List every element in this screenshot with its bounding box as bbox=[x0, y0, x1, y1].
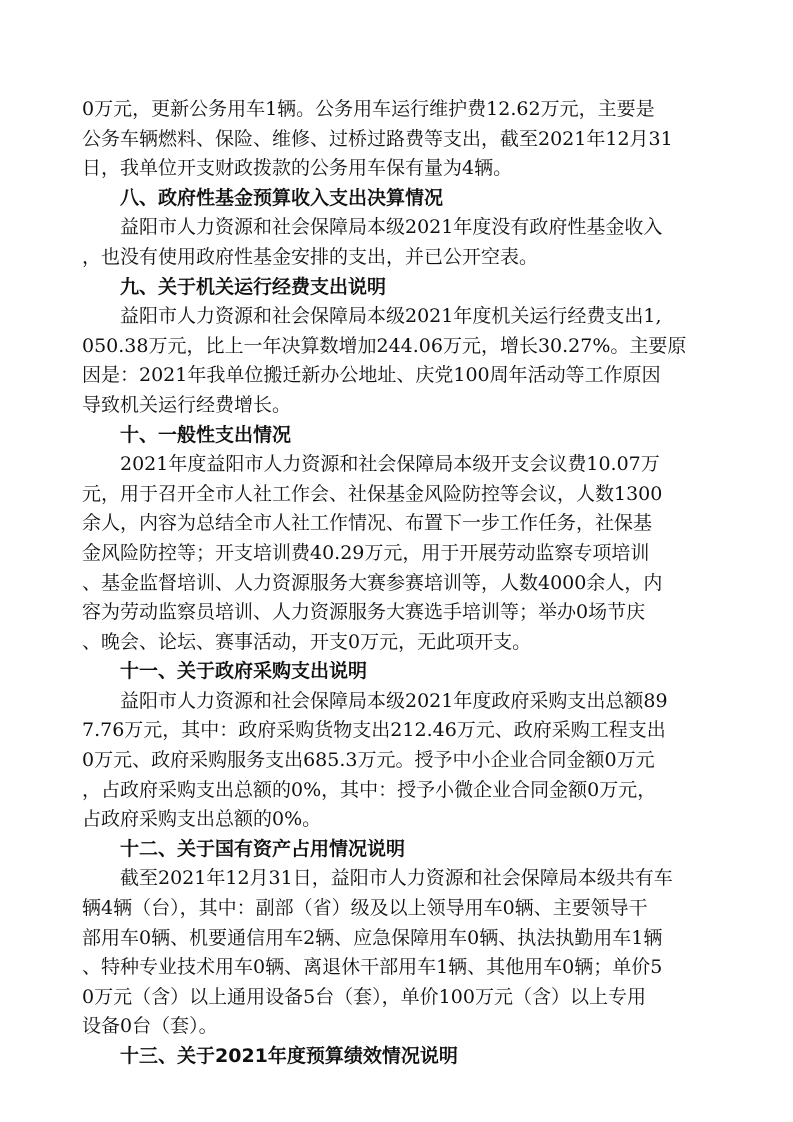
text-line: 因是：2021年我单位搬迁新办公地址、庆党100周年活动等工作原因 bbox=[82, 364, 661, 387]
section-heading: 八、政府性基金预算收入支出决算情况 bbox=[120, 186, 444, 209]
text-line: 设备0台（套）。 bbox=[82, 1015, 218, 1038]
section-heading: 十三、关于2021年度预算绩效情况说明 bbox=[120, 1045, 458, 1067]
text-line: ，也没有使用政府性基金安排的支出，并已公开空表。 bbox=[82, 245, 539, 268]
text-line: 容为劳动监察员培训、人力资源服务大赛选手培训等；举办0场节庆 bbox=[82, 601, 646, 624]
text-line: 益阳市人力资源和社会保障局本级2021年度政府采购支出总额89 bbox=[120, 689, 668, 712]
section-heading: 十一、关于政府采购支出说明 bbox=[120, 660, 368, 683]
document-body bbox=[82, 95, 722, 1072]
text-line: 益阳市人力资源和社会保障局本级2021年度机关运行经费支出1, bbox=[120, 305, 662, 328]
text-line: ，占政府采购支出总额的0%，其中：授予小微企业合同金额0万元， bbox=[82, 778, 657, 801]
section-heading: 九、关于机关运行经费支出说明 bbox=[120, 275, 387, 298]
section-heading: 十二、关于国有资产占用情况说明 bbox=[120, 837, 406, 860]
text-line: 金风险防控等；开支培训费40.29万元，用于开展劳动监察专项培训 bbox=[82, 541, 650, 564]
section-heading: 十、一般性支出情况 bbox=[120, 423, 292, 446]
text-line: 050.38万元，比上一年决算数增加244.06万元，增长30.27%。主要原 bbox=[82, 334, 687, 357]
text-line: 元，用于召开全市人社工作会、社保基金风险防控等会议，人数1300 bbox=[82, 482, 663, 505]
text-line: 、基金监督培训、人力资源服务大赛参赛培训等，人数4000余人，内 bbox=[82, 571, 663, 594]
text-line: 0万元，更新公务用车1辆。公务用车运行维护费12.62万元，主要是 bbox=[82, 98, 655, 120]
text-line: 截至2021年12月31日，益阳市人力资源和社会保障局本级共有车 bbox=[120, 867, 673, 890]
text-line: 公务车辆燃料、保险、维修、过桥过路费等支出，截至2021年12月31 bbox=[82, 127, 673, 150]
text-line: 益阳市人力资源和社会保障局本级2021年度没有政府性基金收入 bbox=[120, 216, 663, 239]
text-line: 、特种专业技术用车0辆、离退休干部用车1辆、其他用车0辆；单价5 bbox=[82, 956, 663, 979]
text-line: 导致机关运行经费增长。 bbox=[82, 393, 292, 416]
text-line: 7.76万元，其中：政府采购货物支出212.46万元、政府采购工程支出 bbox=[82, 719, 666, 742]
text-line: 、晚会、论坛、赛事活动，开支0万元，无此项开支。 bbox=[82, 630, 532, 653]
text-line: 部用车0辆、机要通信用车2辆、应急保障用车0辆、执法执勤用车1辆 bbox=[82, 926, 663, 949]
text-line: 占政府采购支出总额的0%。 bbox=[82, 808, 322, 831]
text-line: 余人，内容为总结全市人社工作情况、布置下一步工作任务，社保基 bbox=[82, 512, 653, 535]
text-line: 2021年度益阳市人力资源和社会保障局本级开支会议费10.07万 bbox=[120, 453, 660, 476]
text-line: 日，我单位开支财政拨款的公务用车保有量为4辆。 bbox=[82, 157, 513, 180]
text-line: 0万元（含）以上通用设备5台（套），单价100万元（含）以上专用 bbox=[82, 985, 646, 1008]
text-line: 辆4辆（台），其中：副部（省）级及以上领导用车0辆、主要领导干 bbox=[82, 897, 648, 920]
text-line: 0万元、政府采购服务支出685.3万元。授予中小企业合同金额0万元 bbox=[82, 749, 655, 772]
